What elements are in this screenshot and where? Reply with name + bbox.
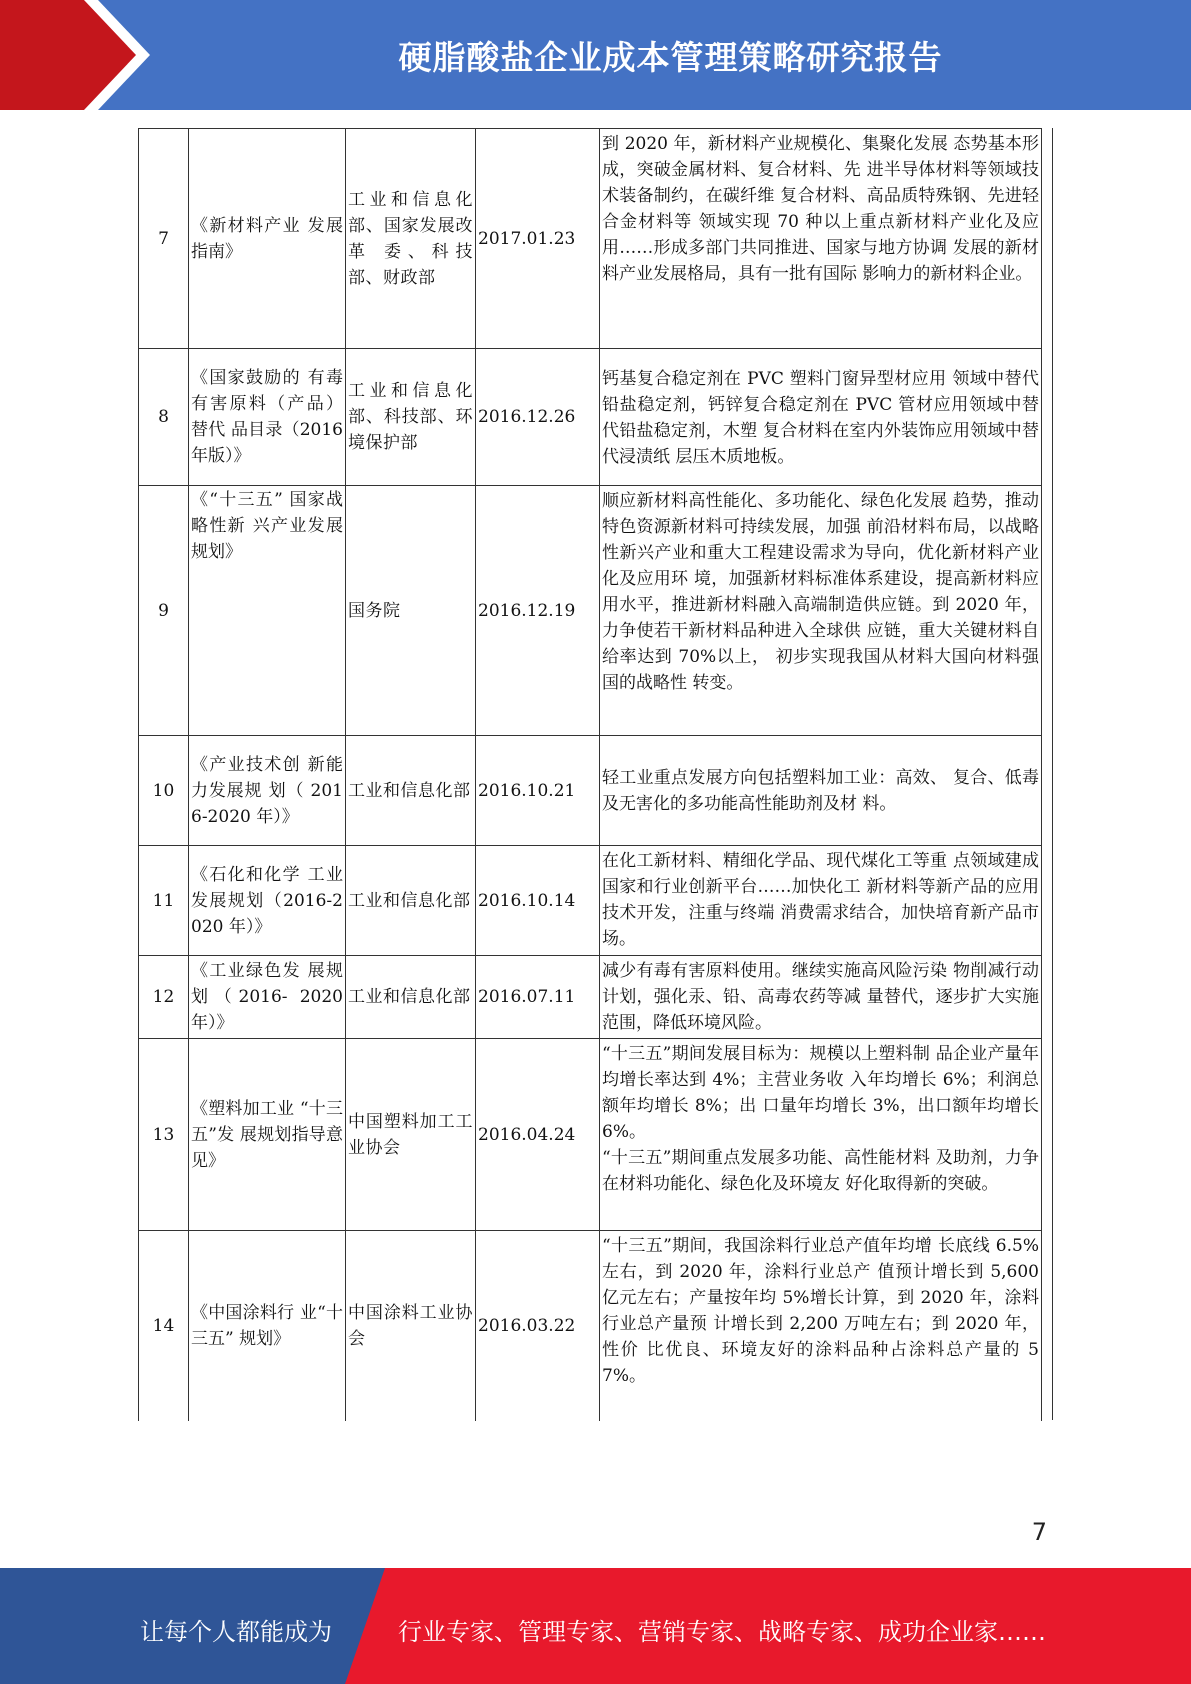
issuing-department: 国务院 xyxy=(346,486,476,736)
policy-name: 《新材料产业 发展指南》 xyxy=(189,129,346,349)
table-row xyxy=(139,1039,1042,1231)
policy-name: 《“十三五” 国家战略性新 兴产业发展规划》 xyxy=(189,486,346,736)
table-row xyxy=(139,736,1042,846)
policy-table xyxy=(138,128,1042,1421)
issuing-department: 中国涂料工业协会 xyxy=(346,1231,476,1421)
issue-date: 2016.10.14 xyxy=(476,846,600,956)
row-number: 8 xyxy=(139,349,189,486)
table-row xyxy=(139,486,1042,736)
table-row xyxy=(139,349,1042,486)
table-row xyxy=(139,129,1042,349)
policy-content: 减少有毒有害原料使用。继续实施高风险污染 物削减行动计划，强化汞、铅、高毒农药等减 量替代，逐步扩大实施范围，降低环境风险。 xyxy=(600,956,1042,1039)
issue-date: 2016.04.24 xyxy=(476,1039,600,1231)
policy-name: 《中国涂料行 业“十三五” 规划》 xyxy=(189,1231,346,1421)
policy-name: 《国家鼓励的 有毒有害原料（产品）替代 品目录（2016 年版）》 xyxy=(189,349,346,486)
issuing-department: 工业和信息化部 xyxy=(346,956,476,1039)
row-number: 13 xyxy=(139,1039,189,1231)
row-number: 7 xyxy=(139,129,189,349)
issuing-department: 工业和信息化部 xyxy=(346,736,476,846)
policy-name: 《工业绿色发 展规划（2016- 2020 年）》 xyxy=(189,956,346,1039)
table-row xyxy=(139,846,1042,956)
issue-date: 2017.01.23 xyxy=(476,129,600,349)
page-number: 7 xyxy=(1031,1518,1047,1546)
report-header xyxy=(0,0,1191,110)
policy-content: “十三五”期间发展目标为：规模以上塑料制 品企业产量年均增长率达到 4%；主营业务收 入年均增长 6%；利润总额年均增长 8%；出 口量年均增长 3%，出口额年均增长 6%。 “十三五”期间重点发展多功能、高性能材料 及助剂，力争在材料功能化、绿色化及环境友 好化取得新的突破。 xyxy=(600,1039,1042,1231)
footer-slogan-right: 行业专家、管理专家、营销专家、战略专家、成功企业家…… xyxy=(398,1618,1046,1646)
issue-date: 2016.12.26 xyxy=(476,349,600,486)
report-title: 硬脂酸盐企业成本管理策略研究报告 xyxy=(398,37,943,77)
issuing-department: 工业和信息化部、科技部、环境保护部 xyxy=(346,349,476,486)
policy-content: 顺应新材料高性能化、多功能化、绿色化发展 趋势，推动特色资源新材料可持续发展，加强 前沿材料布局，以战略性新兴产业和重大工程建设需求为导向，优化新材料产业化及应用环 境，加强新材料标准体系建设，提高新材料应 用水平，推进新材料融入高端制造供应链。到 2020 年，力争使若干新材料品种进入全球供 应链，重大关键材料自给率达到 70%以上， 初步实现我国从材料大国向材料强国的战略性 转变。 xyxy=(600,486,1042,736)
row-number: 11 xyxy=(139,846,189,956)
row-number: 9 xyxy=(139,486,189,736)
policy-name: 《石化和化学 工业发展规划（2016-2020 年）》 xyxy=(189,846,346,956)
table-row xyxy=(139,1231,1042,1421)
issuing-department: 中国塑料加工工业协会 xyxy=(346,1039,476,1231)
policy-content: 在化工新材料、精细化学品、现代煤化工等重 点领域建成国家和行业创新平台……加快化工 新材料等新产品的应用技术开发，注重与终端 消费需求结合，加快培育新产品市场。 xyxy=(600,846,1042,956)
policy-content: 到 2020 年，新材料产业规模化、集聚化发展 态势基本形成，突破金属材料、复合材料、先 进半导体材料等领域技术装备制约，在碳纤维 复合材料、高品质特殊钢、先进轻合金材料等 领域实现 70 种以上重点新材料产业化及应 用……形成多部门共同推进、国家与地方协调 发展的新材料产业发展格局，具有一批有国际 影响力的新材料企业。 xyxy=(600,129,1042,349)
issue-date: 2016.03.22 xyxy=(476,1231,600,1421)
row-number: 12 xyxy=(139,956,189,1039)
issuing-department: 工业和信息化部、国家发展改革 委、科技 部、财政部 xyxy=(346,129,476,349)
issue-date: 2016.12.19 xyxy=(476,486,600,736)
policy-name: 《塑料加工业 “十三五”发 展规划指导意 见》 xyxy=(189,1039,346,1231)
policy-content: 轻工业重点发展方向包括塑料加工业：高效、 复合、低毒及无害化的多功能高性能助剂及材 料。 xyxy=(600,736,1042,846)
issue-date: 2016.10.21 xyxy=(476,736,600,846)
table-row xyxy=(139,956,1042,1039)
row-number: 14 xyxy=(139,1231,189,1421)
policy-content: “十三五”期间，我国涂料行业总产值年均增 长底线 6.5%左右，到 2020 年，涂料行业总产 值预计增长到 5,600 亿元左右；产量按年均 5%增长计算，到 2020 年，涂料行业总产量预 计增长到 2,200 万吨左右；到 2020 年，性价 比优良、环境友好的涂料品种占涂料总产量的 57%。 xyxy=(600,1231,1042,1421)
policy-content: 钙基复合稳定剂在 PVC 塑料门窗异型材应用 领域中替代铅盐稳定剂，钙锌复合稳定剂在 PVC 管材应用领域中替代铅盐稳定剂，木塑 复合材料在室内外装饰应用领域中替代浸渍纸 层压木质地板。 xyxy=(600,349,1042,486)
issue-date: 2016.07.11 xyxy=(476,956,600,1039)
table-right-rule xyxy=(1052,128,1053,1420)
policy-name: 《产业技术创 新能力发展规 划（ 2016-2020 年）》 xyxy=(189,736,346,846)
issuing-department: 工业和信息化部 xyxy=(346,846,476,956)
footer-slogan-left: 让每个人都能成为 xyxy=(140,1618,332,1646)
row-number: 10 xyxy=(139,736,189,846)
